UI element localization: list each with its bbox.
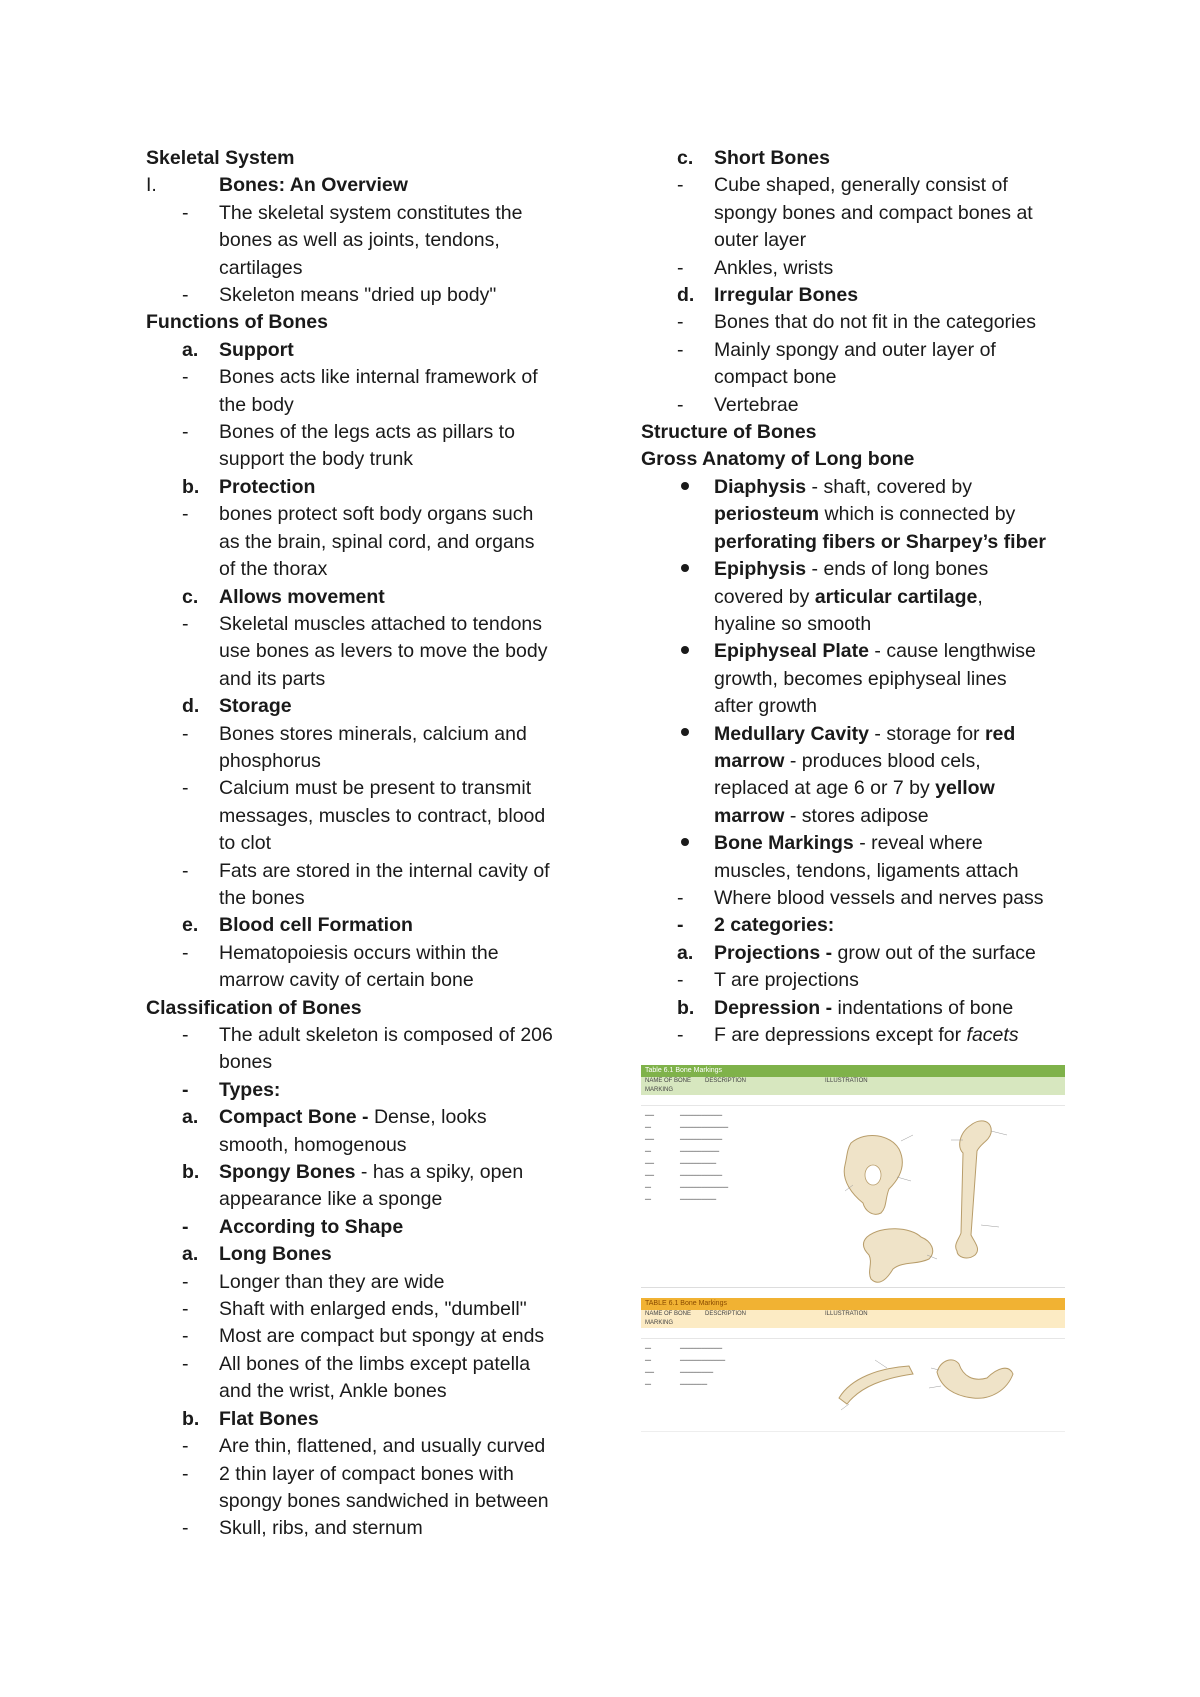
line-text: Gross Anatomy of Long bone <box>641 448 915 471</box>
dash-marker: - <box>677 311 684 334</box>
bullet-marker <box>641 721 714 748</box>
bold-text: Epiphyseal Plate <box>714 640 869 663</box>
dash-item <box>146 858 576 885</box>
line-text <box>714 638 1081 665</box>
line-text: Mainly spongy and outer layer of <box>714 338 996 361</box>
plain-text: - reveal where <box>853 832 983 855</box>
italic-text: facets <box>966 1024 1019 1046</box>
line-text: All bones of the limbs except patella <box>219 1352 531 1375</box>
line-text: outer layer <box>714 229 807 252</box>
figure-1-col-name: NAME OF BONE MARKING <box>645 1078 692 1093</box>
lettered-item <box>146 1241 576 1268</box>
line-text: Protection <box>219 475 316 498</box>
continuation-line <box>146 392 576 419</box>
continuation-line <box>641 611 1081 638</box>
line-text: spongy bones sandwiched in between <box>219 1489 549 1512</box>
dash-item <box>146 1515 576 1542</box>
line-text: Short Bones <box>714 147 830 169</box>
bold-text: Depression - <box>714 996 838 1019</box>
line-text <box>714 501 1081 528</box>
bold-text: periosteum <box>714 503 820 526</box>
continuation-line <box>146 529 576 556</box>
plain-text: covered by <box>714 585 815 608</box>
bullet-item <box>641 830 1081 857</box>
line-text: bones as well as joints, tendons, <box>219 229 500 252</box>
lettered-item <box>146 584 576 611</box>
continuation-line <box>146 227 576 254</box>
section-heading <box>146 309 576 336</box>
line-text: Bones of the legs acts as pillars to <box>219 421 515 444</box>
line-text: Structure of Bones <box>641 421 817 444</box>
figure-2-rows: ━━ ━━━━━━━━━━━━━━ ━━ ━━━━━━━━━━━━━━━ ━━━ ━━━━━━━━━━━ ━━ ━━━━━━━━━ <box>645 1346 726 1388</box>
line-text: Storage <box>219 695 292 718</box>
dash-marker: - <box>182 1078 189 1101</box>
plain-text: replaced at age 6 or 7 by <box>714 777 936 800</box>
bullet-marker <box>641 830 714 857</box>
continuation-line <box>146 803 576 830</box>
dash-marker: - <box>182 1024 189 1046</box>
section-heading <box>146 145 576 172</box>
dash-item <box>641 392 1081 419</box>
plain-text: grow out of the surface <box>837 941 1036 964</box>
line-text: Classification of Bones <box>146 996 362 1019</box>
lettered-item <box>146 1104 576 1131</box>
bold-text: perforating fibers or Sharpey’s fiber <box>714 530 1046 553</box>
continuation-line <box>641 748 1081 775</box>
line-text: Where blood vessels and nerves pass <box>714 886 1044 909</box>
dash-item <box>641 885 1081 912</box>
dash-item <box>641 255 1081 282</box>
line-text: The skeletal system constitutes the <box>219 201 523 224</box>
line-text: Skull, ribs, and sternum <box>219 1517 423 1540</box>
plain-text: - storage for <box>868 722 985 745</box>
continuation-line <box>146 1186 576 1213</box>
bold-text: red <box>984 722 1016 745</box>
dash-item <box>146 1269 576 1296</box>
letter-marker: a. <box>677 941 694 964</box>
dash-marker: - <box>182 1298 189 1321</box>
dash-marker: - <box>182 859 189 882</box>
roman-heading <box>146 172 576 199</box>
letter-marker: a. <box>182 1106 199 1129</box>
line-text: Allows movement <box>219 585 385 608</box>
dash-marker: - <box>677 1024 684 1046</box>
lettered-item <box>641 145 1081 172</box>
dash-marker: - <box>182 1352 189 1375</box>
bullet-marker <box>641 638 714 665</box>
dash-marker: - <box>182 941 189 964</box>
letter-marker: d. <box>182 695 200 718</box>
bold-text: Compact Bone - <box>219 1106 374 1129</box>
plain-text: - stores adipose <box>784 804 929 827</box>
figure-1-col-desc: DESCRIPTION <box>705 1078 747 1084</box>
plain-text: F are depressions except for <box>714 1024 967 1046</box>
lettered-item <box>641 282 1081 309</box>
bullet-icon <box>681 564 689 572</box>
plain-text: - ends of long bones <box>806 558 989 581</box>
bold-text: marrow <box>714 804 785 827</box>
dash-marker: - <box>182 722 189 745</box>
dash-item <box>146 1296 576 1323</box>
line-text: Support <box>219 338 294 361</box>
bold-text: Medullary Cavity <box>714 722 869 745</box>
line-text: Shaft with enlarged ends, "dumbell" <box>219 1298 527 1321</box>
lettered-item <box>146 1406 576 1433</box>
line-text <box>219 1104 576 1131</box>
letter-marker: c. <box>677 147 694 169</box>
letter-marker: b. <box>677 996 695 1019</box>
line-text: T are projections <box>714 969 859 992</box>
left-column <box>146 145 576 1543</box>
dash-item <box>146 1461 576 1488</box>
line-text <box>714 830 1081 857</box>
line-text: Bones that do not fit in the categories <box>714 311 1036 334</box>
section-heading <box>641 446 1081 473</box>
figure-1-col-illus: ILLUSTRATION <box>825 1078 868 1084</box>
dash-item <box>146 1351 576 1378</box>
line-text: Skeletal System <box>146 147 295 169</box>
roman-marker: I. <box>146 174 157 197</box>
continuation-line <box>641 200 1081 227</box>
plain-text: Dense, looks <box>373 1106 487 1129</box>
line-text: phosphorus <box>219 749 321 772</box>
dash-marker: - <box>677 969 684 992</box>
continuation-line <box>146 830 576 857</box>
line-text: Hematopoiesis occurs within the <box>219 941 499 964</box>
line-text: spongy bones and compact bones at <box>714 201 1033 224</box>
bullet-item <box>641 721 1081 748</box>
bone-illustration-figure-2 <box>641 1298 1065 1431</box>
line-text: Ankles, wrists <box>714 256 834 279</box>
plain-text: - produces blood cels, <box>784 749 981 772</box>
line-text: bones <box>219 1051 273 1074</box>
bullet-item <box>641 638 1081 665</box>
bullet-icon <box>681 728 689 736</box>
continuation-line <box>146 1378 576 1405</box>
line-text: appearance like a sponge <box>219 1188 443 1211</box>
figure-2-col-name: NAME OF BONE MARKING <box>645 1311 692 1326</box>
line-text: According to Shape <box>219 1215 404 1238</box>
dash-marker: - <box>182 777 189 800</box>
dash-item <box>146 611 576 638</box>
line-text <box>714 748 1081 775</box>
lettered-item <box>146 693 576 720</box>
line-text <box>714 995 1081 1022</box>
continuation-line <box>641 584 1081 611</box>
dash-item <box>146 721 576 748</box>
continuation-line <box>641 364 1081 391</box>
bold-text: Projections - <box>714 941 838 964</box>
line-text: growth, becomes epiphyseal lines <box>714 667 1007 690</box>
line-text: hyaline so smooth <box>714 612 872 635</box>
dash-marker: - <box>677 393 684 416</box>
line-text: marrow cavity of certain bone <box>219 969 474 992</box>
line-text: Bones: An Overview <box>219 174 408 197</box>
line-text: Long Bones <box>219 1243 332 1266</box>
bold-text: Spongy Bones <box>219 1161 356 1184</box>
line-text: Skeleton means "dried up body" <box>219 284 497 307</box>
bold-text: articular cartilage <box>814 585 978 608</box>
line-text: muscles, tendons, ligaments attach <box>714 859 1019 882</box>
dash-marker: - <box>677 914 684 937</box>
line-text <box>714 474 1081 501</box>
continuation-line <box>146 446 576 473</box>
line-text: bones protect soft body organs such <box>219 503 534 526</box>
dash-item-bold <box>146 1077 576 1104</box>
plain-text: - shaft, covered by <box>806 475 972 498</box>
dash-marker: - <box>182 366 189 389</box>
continuation-line <box>146 748 576 775</box>
figure-2-col-illus: ILLUSTRATION <box>825 1311 868 1317</box>
letter-marker: c. <box>182 585 199 608</box>
bold-text: Diaphysis <box>714 475 807 498</box>
line-text: 2 categories: <box>714 914 835 937</box>
plain-text: indentations of bone <box>837 996 1014 1019</box>
line-text: smooth, homogenous <box>219 1133 407 1156</box>
dash-marker: - <box>182 1270 189 1293</box>
line-text: as the brain, spinal cord, and organs <box>219 530 535 553</box>
dash-item <box>641 309 1081 336</box>
dash-marker: - <box>182 1435 189 1458</box>
line-text: Skeletal muscles attached to tendons <box>219 612 543 635</box>
line-text <box>714 721 1081 748</box>
bullet-icon <box>681 646 689 654</box>
dash-item <box>146 1433 576 1460</box>
bold-text: yellow <box>935 777 995 800</box>
line-text: Types: <box>219 1078 281 1101</box>
dash-marker: - <box>182 1325 189 1348</box>
plain-text: which is connected by <box>819 503 1016 526</box>
lettered-item <box>641 995 1081 1022</box>
line-text <box>714 940 1081 967</box>
bullet-marker <box>641 474 714 501</box>
letter-marker: b. <box>182 1407 200 1430</box>
dash-item <box>146 419 576 446</box>
continuation-line <box>641 501 1081 528</box>
continuation-line <box>641 858 1081 885</box>
line-text: and the wrist, Ankle bones <box>219 1380 447 1403</box>
bullet-icon <box>681 482 689 490</box>
line-text: to clot <box>219 832 272 855</box>
continuation-line <box>641 775 1081 802</box>
line-text: after growth <box>714 695 817 718</box>
dash-marker: - <box>677 174 684 197</box>
dash-marker: - <box>182 1462 189 1485</box>
bold-text: Epiphysis <box>714 558 807 581</box>
line-text: cartilages <box>219 256 303 279</box>
section-heading <box>641 419 1081 446</box>
letter-marker: e. <box>182 914 199 937</box>
line-text: Most are compact but spongy at ends <box>219 1325 545 1348</box>
continuation-line <box>641 693 1081 720</box>
letter-marker: a. <box>182 1243 199 1266</box>
lettered-item <box>641 940 1081 967</box>
line-text: Functions of Bones <box>146 311 328 334</box>
dash-item <box>641 337 1081 364</box>
bone-markings-figure-1 <box>641 1065 1065 1288</box>
bullet-item <box>641 474 1081 501</box>
dash-item <box>146 940 576 967</box>
line-text: Blood cell Formation <box>219 914 413 937</box>
line-text <box>714 775 1081 802</box>
line-text: Calcium must be present to transmit <box>219 777 532 800</box>
dash-item-bold <box>146 1214 576 1241</box>
line-text: messages, muscles to contract, blood <box>219 804 546 827</box>
continuation-line <box>641 529 1081 556</box>
dash-marker: - <box>182 201 189 224</box>
line-text: and its parts <box>219 667 326 690</box>
line-text: use bones as levers to move the body <box>219 640 548 663</box>
line-text <box>714 803 1081 830</box>
continuation-line <box>146 666 576 693</box>
dash-item <box>146 775 576 802</box>
line-text: Longer than they are wide <box>219 1270 445 1293</box>
line-text: of the thorax <box>219 558 328 581</box>
figure-2-col-desc: DESCRIPTION <box>705 1311 747 1317</box>
lettered-item <box>146 474 576 501</box>
line-text: the bones <box>219 886 305 909</box>
dash-item <box>146 501 576 528</box>
figure-1-title-band: Table 6.1 Bone Markings <box>641 1065 1065 1077</box>
line-text: The adult skeleton is composed of 206 <box>219 1024 553 1046</box>
dash-item <box>146 200 576 227</box>
continuation-line <box>146 638 576 665</box>
continuation-line <box>146 1132 576 1159</box>
continuation-line <box>146 1488 576 1515</box>
line-text <box>219 1159 576 1186</box>
line-text: Fats are stored in the internal cavity of <box>219 859 550 882</box>
line-text: 2 thin layer of compact bones with <box>219 1462 514 1485</box>
bullet-icon <box>681 838 689 846</box>
line-text: support the body trunk <box>219 448 414 471</box>
lettered-item <box>146 1159 576 1186</box>
bone-markings-figure-2 <box>641 1298 1065 1432</box>
continuation-line <box>641 227 1081 254</box>
bullet-item <box>641 556 1081 583</box>
continuation-line <box>146 255 576 282</box>
letter-marker: a. <box>182 338 199 361</box>
dash-marker: - <box>182 503 189 526</box>
figure-2-title-band: TABLE 6.1 Bone Markings <box>641 1298 1065 1310</box>
dash-item <box>146 364 576 391</box>
line-text: the body <box>219 393 294 416</box>
dash-item <box>641 1022 1081 1049</box>
plain-text: - cause lengthwise <box>868 640 1036 663</box>
continuation-line <box>641 666 1081 693</box>
line-text: Flat Bones <box>219 1407 319 1430</box>
continuation-line <box>146 1049 576 1076</box>
dash-marker: - <box>182 612 189 635</box>
lettered-item <box>146 912 576 939</box>
letter-marker: b. <box>182 1161 200 1184</box>
line-text <box>714 584 1081 611</box>
line-text: Bones stores minerals, calcium and <box>219 722 527 745</box>
line-text <box>714 556 1081 583</box>
line-text: Vertebrae <box>714 393 799 416</box>
line-text: compact bone <box>714 366 837 389</box>
continuation-line <box>146 967 576 994</box>
continuation-line <box>146 556 576 583</box>
bold-text: marrow <box>714 749 785 772</box>
continuation-line <box>641 803 1081 830</box>
dash-marker: - <box>677 886 684 909</box>
dash-item <box>641 967 1081 994</box>
line-text: Are thin, flattened, and usually curved <box>219 1435 546 1458</box>
dash-item <box>146 1022 576 1049</box>
dash-item <box>641 172 1081 199</box>
plain-text: , <box>977 585 983 608</box>
letter-marker: d. <box>677 284 695 307</box>
line-text <box>714 529 1081 556</box>
line-text: Irregular Bones <box>714 284 859 307</box>
dash-marker: - <box>182 1215 189 1238</box>
bullet-marker <box>641 556 714 583</box>
letter-marker: b. <box>182 475 200 498</box>
dash-item-bold <box>641 912 1081 939</box>
dash-marker: - <box>182 284 189 307</box>
figure-1-rows: ━━━ ━━━━━━━━━━━━━━ ━━ ━━━━━━━━━━━━━━━━ ━━━ ━━━━━━━━━━━━━━ ━━ ━━━━━━━━━━━━━ ━━━ ━━━━━━━━━━━━ ━━━ ━━━━━━━━━━━━━━ ━━ ━━━━━━━━━━━━━━━━ ━━ ━━━━━━━━━━━━ <box>645 1113 729 1203</box>
line-text: Cube shaped, generally consist of <box>714 174 1008 197</box>
dash-marker: - <box>182 421 189 444</box>
dash-marker: - <box>182 1517 189 1540</box>
continuation-line <box>146 885 576 912</box>
dash-marker: - <box>677 338 684 361</box>
line-text <box>714 1022 1081 1049</box>
plain-text: - has a spiky, open <box>355 1161 524 1184</box>
section-heading <box>146 995 576 1022</box>
dash-item <box>146 1323 576 1350</box>
bone-illustration-figure-1 <box>641 1065 1065 1287</box>
bold-text: Bone Markings <box>714 832 854 855</box>
dash-item <box>146 282 576 309</box>
lettered-item <box>146 337 576 364</box>
dash-marker: - <box>677 256 684 279</box>
right-column <box>641 145 1081 1049</box>
line-text: Bones acts like internal framework of <box>219 366 538 389</box>
